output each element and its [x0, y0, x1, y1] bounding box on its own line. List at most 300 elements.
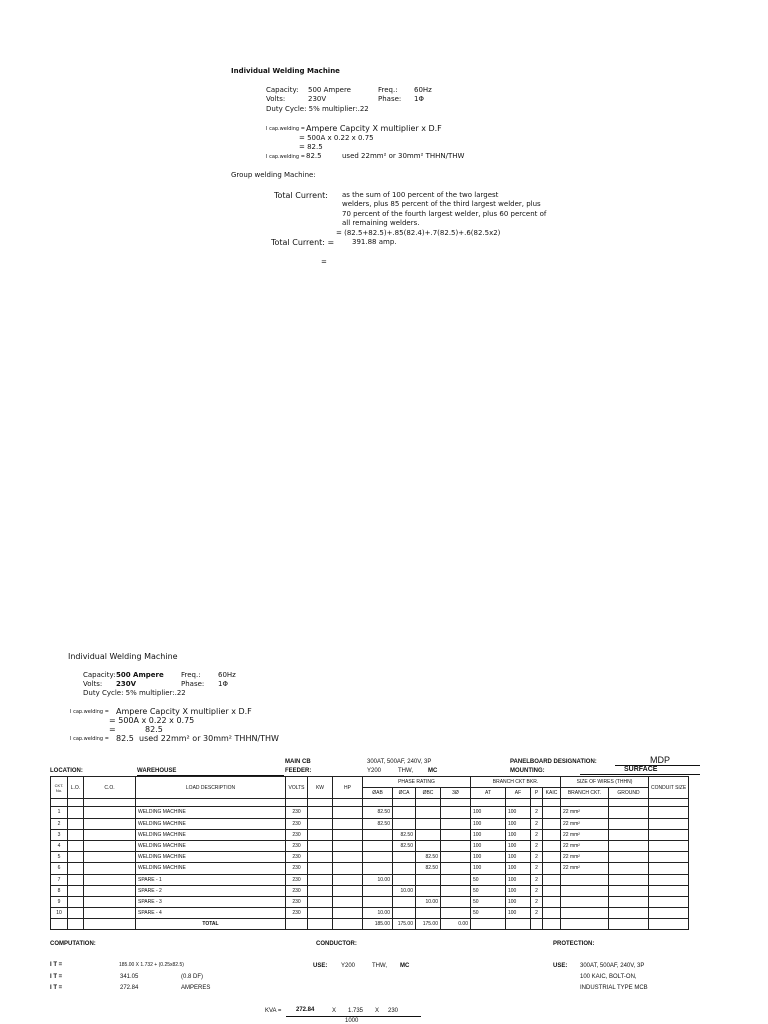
cell-volts: 230 [286, 829, 308, 840]
cell-load-description: WELDING MACHINE [136, 829, 286, 840]
top-freq-label: Freq.: [378, 86, 398, 94]
cell-ground [609, 852, 649, 863]
panel-designation-value: MDP [650, 755, 670, 765]
location-label: LOCATION: [50, 768, 83, 774]
cell-af: 100 [506, 908, 531, 919]
cell-load-description: WELDING MACHINE [136, 818, 286, 829]
cell-at: 50 [471, 874, 506, 885]
cell-phase-ab [363, 840, 393, 851]
table-gap-row [51, 799, 689, 807]
cell-phase-ca [393, 818, 416, 829]
cell-af: 100 [506, 863, 531, 874]
cell-co [84, 863, 136, 874]
feeder-label: FEEDER: [285, 768, 312, 774]
dangling-equals: = [321, 258, 327, 266]
cell-phase-ab [363, 885, 393, 896]
computation-title: COMPUTATION: [50, 941, 96, 947]
bottom-duty-cycle: Duty Cycle: 5% multiplier:.22 [83, 689, 186, 697]
mounting-underline [580, 774, 700, 775]
bottom-freq-value: 60Hz [218, 671, 236, 679]
cell-co [84, 840, 136, 851]
main-cb-label: MAIN CB [285, 759, 311, 765]
header-phase-ca: ØCA [393, 788, 416, 799]
cell-phase-ca [393, 852, 416, 863]
group-desc-line3: 70 percent of the fourth largest welder, plus 60 percent of [342, 210, 547, 218]
cell-p: 2 [531, 840, 543, 851]
computation-line3-note: AMPERES [181, 985, 211, 991]
cell-phase-3 [441, 885, 471, 896]
cell-kw [308, 896, 333, 907]
cell-p: 2 [531, 807, 543, 818]
cell-kaic [543, 908, 561, 919]
cell-total-3: 0.00 [441, 919, 471, 930]
cell-ground [609, 840, 649, 851]
bottom-phase-label: Phase: [181, 680, 205, 688]
bottom-formula-line2: = 500A x 0.22 x 0.75 [109, 716, 195, 725]
cell-phase-3 [441, 818, 471, 829]
bottom-capacity-label: Capacity: [83, 671, 116, 679]
cell-total-label: TOTAL [136, 919, 286, 930]
cell-kw [308, 807, 333, 818]
total-current-value: 391.88 amp. [352, 238, 397, 246]
bottom-freq-label: Freq.: [181, 671, 201, 679]
cell-lo [68, 874, 84, 885]
group-desc-line4: all remaining welders. [342, 219, 420, 227]
cell-empty [543, 919, 561, 930]
cell-co [84, 807, 136, 818]
cell-total-ca: 175.00 [393, 919, 416, 930]
header-ckt-no: CKT. No. [51, 777, 68, 799]
cell-hp [333, 807, 363, 818]
cell-phase-3 [441, 874, 471, 885]
table-row [51, 885, 689, 896]
header-ground: GROUND [609, 788, 649, 799]
cell-volts: 230 [286, 908, 308, 919]
cell-phase-ca [393, 908, 416, 919]
cell-p: 2 [531, 874, 543, 885]
cell-lo [68, 896, 84, 907]
cell-phase-bc [416, 885, 441, 896]
cell-kw [308, 908, 333, 919]
top-result-value: 82.5 [306, 152, 322, 160]
cell-conduit [649, 896, 689, 907]
header-at: AT [471, 788, 506, 799]
bottom-result-note: used 22mm² or 30mm² THHN/THW [139, 734, 279, 743]
conductor-title: CONDUCTOR: [316, 941, 357, 947]
cell-branch-ckt: 22 mm² [561, 863, 609, 874]
cell-ground [609, 885, 649, 896]
bottom-result-prefix: I cap.welding = [70, 736, 109, 742]
cell-empty [68, 919, 84, 930]
cell-phase-ab [363, 852, 393, 863]
cell-volts: 230 [286, 807, 308, 818]
top-freq-value: 60Hz [414, 86, 432, 94]
cell-empty [333, 919, 363, 930]
cell-hp [333, 818, 363, 829]
cell-hp [333, 840, 363, 851]
cell-branch-ckt: 22 mm² [561, 818, 609, 829]
cell-p: 2 [531, 852, 543, 863]
cell-ground [609, 908, 649, 919]
cell-phase-ca [393, 863, 416, 874]
panel-designation-label: PANELBOARD DESIGNATION: [510, 759, 597, 765]
cell-volts: 230 [286, 874, 308, 885]
cell-hp [333, 908, 363, 919]
bottom-phase-value: 1Φ [218, 680, 228, 688]
cell-volts: 230 [286, 863, 308, 874]
table-row [51, 829, 689, 840]
top-volts-value: 230V [308, 95, 327, 103]
cell-ckt-no: 4 [51, 840, 68, 851]
table-row [51, 807, 689, 818]
cell-ckt-no: 3 [51, 829, 68, 840]
protection-title: PROTECTION: [553, 941, 595, 947]
feeder-value-3: MC [428, 768, 438, 774]
cell-total-ab: 185.00 [363, 919, 393, 930]
cell-total-bc: 175.00 [416, 919, 441, 930]
cell-lo [68, 885, 84, 896]
cell-phase-bc: 82.50 [416, 852, 441, 863]
cell-kaic [543, 896, 561, 907]
cell-volts: 230 [286, 885, 308, 896]
cell-ground [609, 896, 649, 907]
header-volts: VOLTS [286, 777, 308, 799]
computation-line1-value: 185.00 X 1.732 + (0.25x82.5) [119, 962, 184, 968]
mounting-value: SURFACE [624, 766, 658, 773]
location-value: WAREHOUSE [137, 768, 177, 774]
cell-kaic [543, 885, 561, 896]
cell-af: 100 [506, 852, 531, 863]
top-result-note: used 22mm² or 30mm² THHN/THW [342, 152, 465, 160]
kva-times-1: X [332, 1008, 337, 1014]
panelboard-schedule-table [50, 776, 689, 930]
cell-volts: 230 [286, 818, 308, 829]
cell-phase-ab [363, 829, 393, 840]
cell-hp [333, 885, 363, 896]
kva-times-2: X [375, 1008, 380, 1014]
cell-phase-ca: 10.00 [393, 885, 416, 896]
cell-phase-ab: 10.00 [363, 874, 393, 885]
cell-volts: 230 [286, 840, 308, 851]
cell-load-description: WELDING MACHINE [136, 807, 286, 818]
cell-ground [609, 818, 649, 829]
bottom-capacity-value: 500 Ampere [116, 671, 164, 679]
protection-line2: 100 KAIC, BOLT-ON, [580, 974, 637, 980]
cell-kaic [543, 818, 561, 829]
cell-phase-3 [441, 840, 471, 851]
cell-hp [333, 863, 363, 874]
group-desc-line1: as the sum of 100 percent of the two largest [342, 191, 499, 199]
header-conduit-size: CONDUIT SIZE [649, 777, 689, 799]
cell-p: 2 [531, 896, 543, 907]
cell-kw [308, 863, 333, 874]
cell-phase-3 [441, 829, 471, 840]
cell-at: 50 [471, 885, 506, 896]
top-result-prefix: I cap.welding = [266, 154, 305, 160]
kva-fraction-bar [286, 1016, 421, 1017]
cell-volts: 230 [286, 896, 308, 907]
top-capacity-value: 500 Ampere [308, 86, 351, 94]
table-total-row [51, 919, 689, 930]
computation-i-label-1: I T = [50, 962, 63, 968]
cell-af: 100 [506, 818, 531, 829]
cell-kaic [543, 852, 561, 863]
bottom-volts-value: 230V [116, 680, 137, 688]
cell-kw [308, 852, 333, 863]
kva-label: KVA = [265, 1008, 282, 1014]
cell-empty [531, 919, 543, 930]
cell-p: 2 [531, 829, 543, 840]
cell-phase-bc: 10.00 [416, 896, 441, 907]
cell-ckt-no: 8 [51, 885, 68, 896]
header-phase-ab: ØAB [363, 788, 393, 799]
cell-ckt-no: 6 [51, 863, 68, 874]
header-kaic: KAIC [543, 788, 561, 799]
header-phase-rating: PHASE RATING [363, 777, 471, 788]
cell-phase-bc [416, 840, 441, 851]
total-current-label-2: Total Current: = [271, 238, 335, 247]
feeder-value-1: Y200 [367, 768, 382, 774]
cell-empty [84, 919, 136, 930]
cell-ckt-no: 9 [51, 896, 68, 907]
top-formula-prefix: I cap.welding = [266, 126, 305, 132]
protection-use-label: USE: [553, 963, 568, 969]
conductor-value-2: THW, [372, 963, 387, 969]
cell-load-description: SPARE - 1 [136, 874, 286, 885]
cell-co [84, 818, 136, 829]
cell-hp [333, 896, 363, 907]
cell-load-description: SPARE - 2 [136, 885, 286, 896]
cell-kaic [543, 829, 561, 840]
bottom-formula-main: Ampere Capcity X multiplier x D.F [116, 707, 252, 716]
table-row [51, 874, 689, 885]
header-hp: HP [333, 777, 363, 799]
cell-load-description: WELDING MACHINE [136, 852, 286, 863]
cell-kaic [543, 863, 561, 874]
cell-empty [471, 919, 506, 930]
cell-empty [286, 919, 308, 930]
header-branch-bkr: BRANCH CKT BKR. [471, 777, 561, 788]
cell-p: 2 [531, 885, 543, 896]
cell-phase-3 [441, 908, 471, 919]
cell-at: 50 [471, 896, 506, 907]
cell-kaic [543, 807, 561, 818]
cell-lo [68, 829, 84, 840]
top-volts-label: Volts: [266, 95, 286, 103]
total-current-label: Total Current: [274, 191, 328, 200]
cell-ground [609, 807, 649, 818]
cell-conduit [649, 863, 689, 874]
cell-ckt-no: 7 [51, 874, 68, 885]
cell-phase-ca: 82.50 [393, 840, 416, 851]
top-phase-label: Phase: [378, 95, 402, 103]
computation-i-label-3: I T = [50, 985, 63, 991]
cell-branch-ckt [561, 908, 609, 919]
cell-phase-bc [416, 818, 441, 829]
header-lo: L.O. [68, 777, 84, 799]
protection-line3: INDUSTRIAL TYPE MCB [580, 985, 648, 991]
table-row [51, 896, 689, 907]
cell-at: 100 [471, 818, 506, 829]
cell-lo [68, 863, 84, 874]
cell-hp [333, 852, 363, 863]
cell-conduit [649, 807, 689, 818]
cell-load-description: SPARE - 4 [136, 908, 286, 919]
cell-empty [609, 919, 649, 930]
cell-ckt-no: 2 [51, 818, 68, 829]
cell-lo [68, 807, 84, 818]
cell-co [84, 908, 136, 919]
header-kw: KW [308, 777, 333, 799]
group-equation: = (82.5+82.5)+.85(82.4)+.7(82.5)+.6(82.5x2) [336, 229, 501, 237]
cell-phase-bc: 82.50 [416, 863, 441, 874]
cell-p: 2 [531, 908, 543, 919]
cell-ground [609, 829, 649, 840]
top-title: Individual Welding Machine [231, 67, 340, 75]
bottom-formula-line3-value: 82.5 [145, 725, 163, 734]
top-capacity-label: Capacity: [266, 86, 299, 94]
table-row [51, 852, 689, 863]
cell-at: 50 [471, 908, 506, 919]
cell-empty [308, 919, 333, 930]
conductor-use-label: USE: [313, 963, 328, 969]
cell-phase-bc [416, 908, 441, 919]
cell-phase-3 [441, 807, 471, 818]
bottom-result-value: 82.5 [116, 734, 134, 743]
cell-conduit [649, 852, 689, 863]
cell-branch-ckt [561, 874, 609, 885]
bottom-title: Individual Welding Machine [68, 652, 178, 661]
header-phase-3: 3Ø [441, 788, 471, 799]
cell-phase-ab: 82.50 [363, 818, 393, 829]
cell-co [84, 829, 136, 840]
cell-conduit [649, 840, 689, 851]
cell-af: 100 [506, 885, 531, 896]
cell-phase-ca [393, 874, 416, 885]
mounting-label: MOUNTING: [510, 768, 545, 774]
cell-phase-3 [441, 852, 471, 863]
cell-lo [68, 852, 84, 863]
cell-phase-ab [363, 896, 393, 907]
cell-kw [308, 840, 333, 851]
cell-conduit [649, 908, 689, 919]
header-load-description: LOAD DESCRIPTION [136, 777, 286, 799]
cell-phase-3 [441, 863, 471, 874]
cell-conduit [649, 818, 689, 829]
cell-af: 100 [506, 840, 531, 851]
cell-hp [333, 829, 363, 840]
header-phase-bc: ØBC [416, 788, 441, 799]
header-co: C.O. [84, 777, 136, 799]
top-phase-value: 1Φ [414, 95, 424, 103]
cell-kw [308, 829, 333, 840]
bottom-formula-line3-eq: = [109, 725, 116, 734]
main-cb-value: 300AT, 500AF, 240V, 3P [367, 759, 432, 765]
cell-branch-ckt: 22 mm² [561, 807, 609, 818]
cell-phase-ab: 10.00 [363, 908, 393, 919]
computation-line2-value: 341.05 [120, 974, 139, 980]
cell-af: 100 [506, 829, 531, 840]
bottom-formula-prefix: I cap.welding = [70, 709, 109, 715]
cell-empty [506, 919, 531, 930]
cell-empty [649, 919, 689, 930]
cell-conduit [649, 874, 689, 885]
top-duty-cycle: Duty Cycle: 5% multiplier:.22 [266, 105, 369, 113]
kva-factor: 1.735 [348, 1008, 364, 1014]
cell-at: 100 [471, 807, 506, 818]
computation-i-label-2: I T = [50, 974, 63, 980]
cell-co [84, 885, 136, 896]
top-formula-line3: = 82.5 [299, 143, 323, 151]
cell-phase-ca [393, 807, 416, 818]
cell-kw [308, 874, 333, 885]
computation-line2-note: (0.8 DF) [181, 974, 204, 980]
top-formula-main: Ampere Capcity X multiplier x D.F [306, 124, 442, 133]
cell-branch-ckt: 22 mm² [561, 840, 609, 851]
cell-lo [68, 908, 84, 919]
cell-kaic [543, 874, 561, 885]
kva-value: 272.84 [296, 1007, 315, 1013]
cell-ground [609, 863, 649, 874]
cell-p: 2 [531, 818, 543, 829]
top-formula-line2: = 500A x 0.22 x 0.75 [299, 134, 374, 142]
computation-line3-value: 272.84 [120, 985, 139, 991]
cell-conduit [649, 829, 689, 840]
kva-volts: 230 [388, 1008, 399, 1014]
cell-load-description: SPARE - 3 [136, 896, 286, 907]
cell-lo [68, 818, 84, 829]
cell-branch-ckt [561, 885, 609, 896]
cell-co [84, 874, 136, 885]
header-p: P [531, 788, 543, 799]
cell-kw [308, 885, 333, 896]
cell-empty [51, 919, 68, 930]
cell-ckt-no: 10 [51, 908, 68, 919]
table-row [51, 818, 689, 829]
cell-branch-ckt: 22 mm² [561, 829, 609, 840]
cell-af: 100 [506, 874, 531, 885]
cell-empty [561, 919, 609, 930]
feeder-value-2: THW, [398, 768, 413, 774]
header-af: AF [506, 788, 531, 799]
protection-line1: 300AT, 500AF, 240V, 3P [580, 963, 645, 969]
cell-volts: 230 [286, 852, 308, 863]
cell-ground [609, 874, 649, 885]
cell-load-description: WELDING MACHINE [136, 863, 286, 874]
cell-kw [308, 818, 333, 829]
group-title: Group welding Machine: [231, 171, 316, 179]
cell-co [84, 852, 136, 863]
table-header-row-1 [51, 777, 689, 788]
cell-af: 100 [506, 807, 531, 818]
kva-denominator: 1000 [345, 1018, 359, 1024]
cell-phase-ca [393, 896, 416, 907]
cell-ckt-no: 1 [51, 807, 68, 818]
cell-conduit [649, 885, 689, 896]
cell-branch-ckt: 22 mm² [561, 852, 609, 863]
header-wire-size: SIZE OF WIRES (THHN) [561, 777, 649, 788]
conductor-value-3: MC [400, 963, 410, 969]
bottom-volts-label: Volts: [83, 680, 103, 688]
cell-kaic [543, 840, 561, 851]
cell-load-description: WELDING MACHINE [136, 840, 286, 851]
cell-phase-bc [416, 807, 441, 818]
cell-at: 100 [471, 852, 506, 863]
cell-af: 100 [506, 896, 531, 907]
cell-p: 2 [531, 863, 543, 874]
cell-at: 100 [471, 829, 506, 840]
cell-ckt-no: 5 [51, 852, 68, 863]
